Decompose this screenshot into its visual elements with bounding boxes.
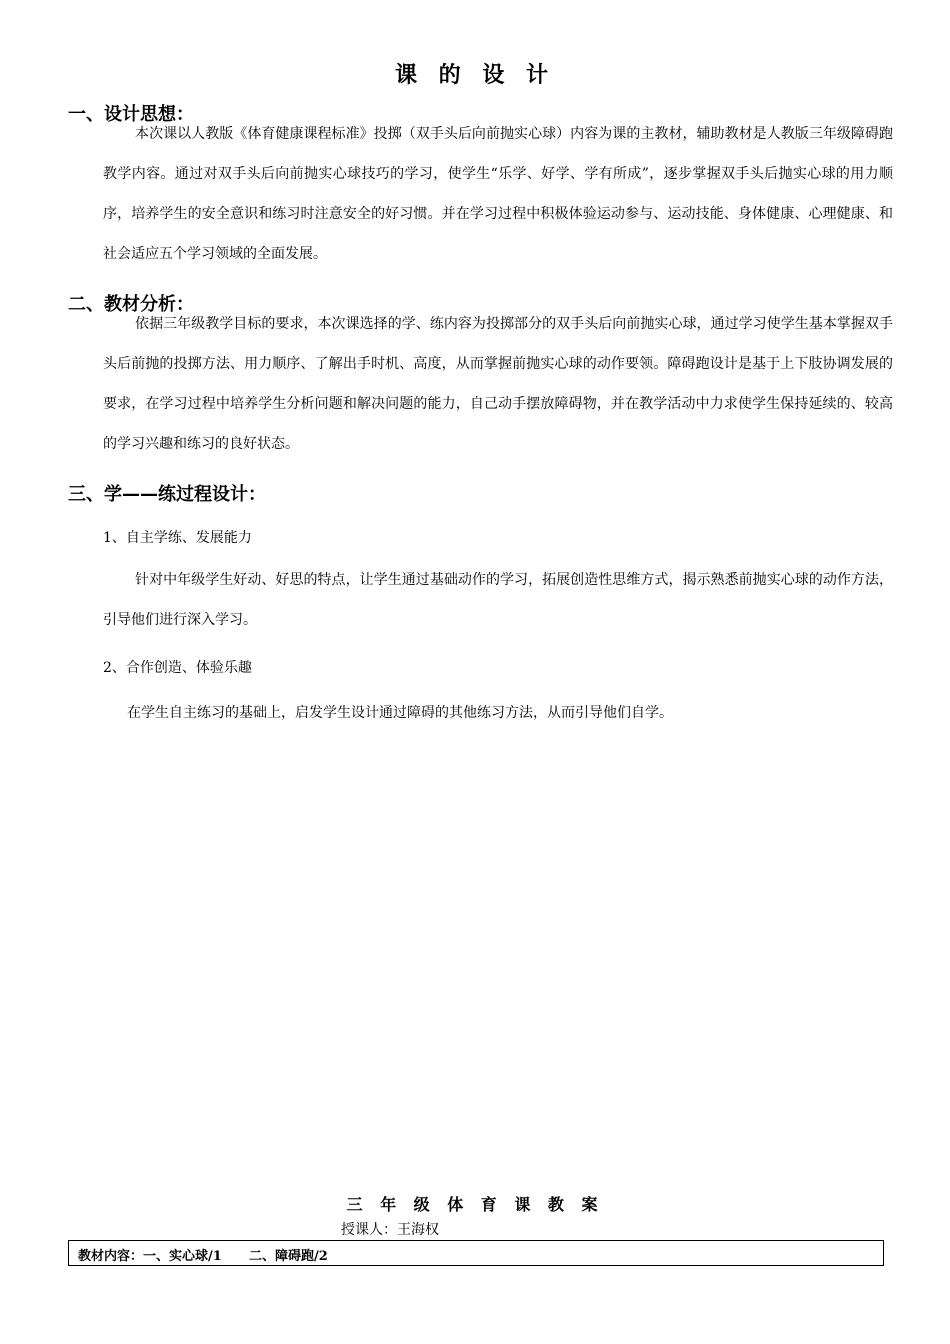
section-heading-design-idea: 一、设计思想： <box>68 104 194 125</box>
process-item-1-text-block <box>103 560 893 640</box>
process-item-2-label: 2、合作创造、体验乐趣 <box>103 660 252 676</box>
lesson-teacher: 授课人：王海权 <box>341 1222 439 1238</box>
design-idea-text: 本次课以人教版《体育健康课程标准》投掷（双手头后向前抛实心球）内容为课的主教材，辅助教材是人教版三年级障碍跑教学内容。通过对双手头后向前抛实心球技巧的学习，使学生“乐学、好学、学有所成”，逐步掌握双手头后抛实心球的用力顺序，培养学生的安全意识和练习时注意安全的好习惯。并在学习过程中积极体验运动参与、运动技能、身体健康、心理健康、和社会适应五个学习领域的全面发展。 <box>103 126 893 262</box>
lesson-content-cell: 教材内容：一、实心球/1 二、障碍跑/2 <box>78 1249 328 1264</box>
section-heading-material-analysis: 二、教材分析： <box>68 294 194 315</box>
material-analysis-text: 依据三年级教学目标的要求，本次课选择的学、练内容为投掷部分的双手头后向前抛实心球，通过学习使学生基本掌握双手头后前抛的投掷方法、用力顺序、了解出手时机、高度，从而掌握前抛实心球的动作要领。障碍跑设计是基于上下肢协调发展的要求，在学习过程中培养学生分析问题和解决问题的能力，自己动手摆放障碍物，并在教学活动中力求使学生保持延续的、较高的学习兴趣和练习的良好状态。 <box>103 316 893 452</box>
section-text-design-idea <box>103 114 893 274</box>
section-text-material-analysis <box>103 304 893 464</box>
section-heading-process-design: 三、学——练过程设计： <box>68 484 266 505</box>
lesson-content-table <box>68 1240 884 1266</box>
process-item-1-label: 1、自主学练、发展能力 <box>103 530 252 546</box>
document-title: 课 的 设 计 <box>395 63 555 88</box>
process-item-2-text: 在学生自主练习的基础上，启发学生设计通过障碍的其他练习方法，从而引导他们自学。 <box>127 705 673 721</box>
lesson-plan-title: 三 年 级 体 育 课 教 案 <box>346 1195 604 1214</box>
process-item-1-text: 针对中年级学生好动、好思的特点，让学生通过基础动作的学习，拓展创造性思维方式，揭示熟悉前抛实心球的动作方法，引导他们进行深入学习。 <box>103 572 893 628</box>
